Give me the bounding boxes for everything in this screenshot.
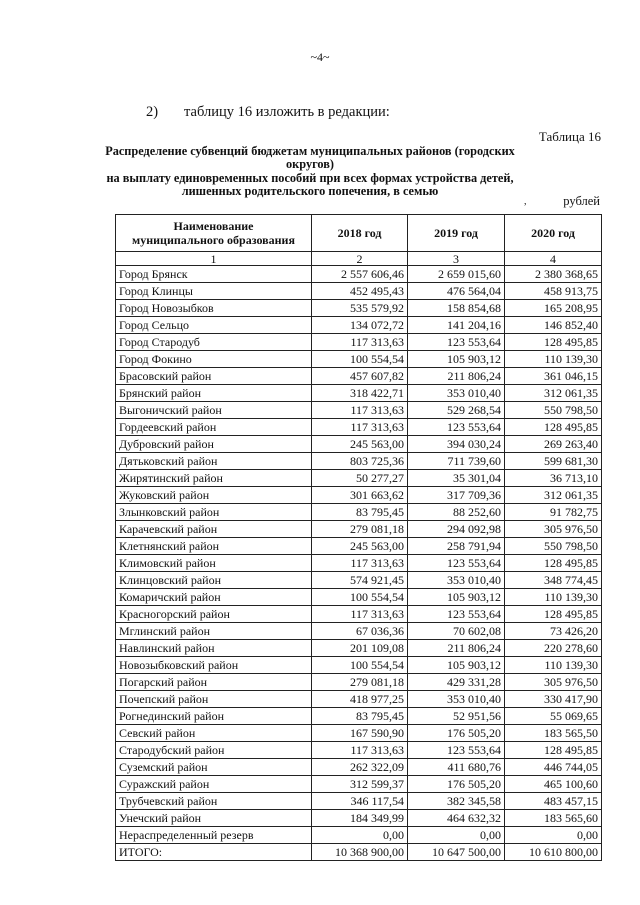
row-value-2018: 167 590,90 [312,725,408,742]
row-value-2019: 88 252,60 [408,504,505,521]
row-value-2020: 465 100,60 [505,776,602,793]
row-value-2019: 2 659 015,60 [408,266,505,283]
table-row [116,827,602,844]
row-name: Суражский район [116,776,312,793]
row-value-2018: 100 554,54 [312,351,408,368]
row-value-2019: 123 553,64 [408,334,505,351]
row-value-2019: 353 010,40 [408,572,505,589]
table-row [116,317,602,334]
row-value-2019: 10 647 500,00 [408,844,505,861]
table-row [116,606,602,623]
row-value-2020: 220 278,60 [505,640,602,657]
row-value-2020: 110 139,30 [505,657,602,674]
row-value-2018: 100 554,54 [312,657,408,674]
row-value-2020: 128 495,85 [505,419,602,436]
row-value-2020: 146 852,40 [505,317,602,334]
row-value-2020: 550 798,50 [505,538,602,555]
row-value-2018: 301 663,62 [312,487,408,504]
table-row [116,300,602,317]
header-name [116,215,312,252]
table-row [116,793,602,810]
row-value-2020: 128 495,85 [505,334,602,351]
row-value-2020: 312 061,35 [505,385,602,402]
row-value-2018: 117 313,63 [312,555,408,572]
row-value-2020: 446 744,05 [505,759,602,776]
row-value-2019: 211 806,24 [408,368,505,385]
row-name: Город Фокино [116,351,312,368]
row-name: Город Сельцо [116,317,312,334]
table-row [116,623,602,640]
row-value-2018: 452 495,43 [312,283,408,300]
header-2018: 2018 год [312,215,408,252]
row-value-2018: 346 117,54 [312,793,408,810]
table-row [116,266,602,283]
row-value-2020: 128 495,85 [505,606,602,623]
row-value-2018: 803 725,36 [312,453,408,470]
table-row [116,691,602,708]
row-value-2020: 110 139,30 [505,351,602,368]
row-value-2020: 128 495,85 [505,742,602,759]
table-row [116,589,602,606]
row-value-2020: 0,00 [505,827,602,844]
intro-paragraph [146,104,390,121]
unit-label: рублей [563,194,600,208]
row-name: Климовский район [116,555,312,572]
table-row [116,742,602,759]
document-title [100,145,520,198]
row-name: Брасовский район [116,368,312,385]
row-value-2019: 464 632,32 [408,810,505,827]
row-name: Рогнединский район [116,708,312,725]
table-row [116,708,602,725]
row-name: Красногорский район [116,606,312,623]
row-value-2018: 184 349,99 [312,810,408,827]
row-value-2020: 483 457,15 [505,793,602,810]
row-value-2020: 330 417,90 [505,691,602,708]
row-value-2018: 318 422,71 [312,385,408,402]
table-row [116,351,602,368]
row-value-2018: 2 557 606,46 [312,266,408,283]
row-name: Город Брянск [116,266,312,283]
row-value-2019: 176 505,20 [408,725,505,742]
header-2020: 2020 год [505,215,602,252]
row-value-2018: 262 322,09 [312,759,408,776]
row-value-2018: 67 036,36 [312,623,408,640]
row-value-2018: 100 554,54 [312,589,408,606]
row-name: Почепский район [116,691,312,708]
row-name: Навлинский район [116,640,312,657]
row-value-2020: 305 976,50 [505,674,602,691]
table-row [116,504,602,521]
row-value-2019: 258 791,94 [408,538,505,555]
row-value-2019: 476 564,04 [408,283,505,300]
table-row [116,538,602,555]
row-name: Жуковский район [116,487,312,504]
table-row [116,810,602,827]
row-value-2020: 55 069,65 [505,708,602,725]
table-header-row [116,215,602,252]
row-name: Клетнянский район [116,538,312,555]
row-value-2019: 529 268,54 [408,402,505,419]
row-value-2018: 279 081,18 [312,674,408,691]
table-row [116,419,602,436]
table-row [116,283,602,300]
row-value-2018: 201 109,08 [312,640,408,657]
row-name: Город Клинцы [116,283,312,300]
table-label: Таблица 16 [538,129,601,144]
row-value-2018: 134 072,72 [312,317,408,334]
row-name: Карачевский район [116,521,312,538]
row-value-2018: 83 795,45 [312,504,408,521]
row-name: Выгоничский район [116,402,312,419]
row-value-2018: 574 921,45 [312,572,408,589]
table-row [116,521,602,538]
row-value-2020: 36 713,10 [505,470,602,487]
row-value-2019: 411 680,76 [408,759,505,776]
row-value-2018: 117 313,63 [312,419,408,436]
row-value-2019: 35 301,04 [408,470,505,487]
row-value-2019: 105 903,12 [408,351,505,368]
row-value-2018: 50 277,27 [312,470,408,487]
column-index: 3 [408,252,505,266]
row-value-2018: 0,00 [312,827,408,844]
row-value-2018: 245 563,00 [312,538,408,555]
row-name: Трубчевский район [116,793,312,810]
table-row [116,487,602,504]
row-value-2020: 599 681,30 [505,453,602,470]
intro-number: 2) [146,104,159,120]
header-2019: 2019 год [408,215,505,252]
row-name: Злынковский район [116,504,312,521]
row-value-2020: 550 798,50 [505,402,602,419]
row-value-2019: 105 903,12 [408,589,505,606]
table-row [116,385,602,402]
row-name: Суземский район [116,759,312,776]
table-row [116,436,602,453]
table-row [116,759,602,776]
row-value-2019: 353 010,40 [408,691,505,708]
row-value-2019: 123 553,64 [408,742,505,759]
row-value-2020: 91 782,75 [505,504,602,521]
subvention-table [115,214,602,861]
table-row [116,368,602,385]
row-value-2019: 123 553,64 [408,419,505,436]
table-row [116,470,602,487]
row-name: Стародубский район [116,742,312,759]
row-value-2019: 105 903,12 [408,657,505,674]
row-value-2019: 382 345,58 [408,793,505,810]
row-value-2018: 535 579,92 [312,300,408,317]
row-value-2018: 279 081,18 [312,521,408,538]
row-name: Дубровский район [116,436,312,453]
row-value-2019: 294 092,98 [408,521,505,538]
row-value-2020: 2 380 368,65 [505,266,602,283]
row-value-2019: 52 951,56 [408,708,505,725]
row-value-2019: 70 602,08 [408,623,505,640]
row-value-2020: 183 565,60 [505,810,602,827]
row-value-2018: 117 313,63 [312,334,408,351]
row-value-2018: 83 795,45 [312,708,408,725]
row-name: Мглинский район [116,623,312,640]
row-value-2018: 117 313,63 [312,402,408,419]
column-index: 1 [116,252,312,266]
row-value-2020: 110 139,30 [505,589,602,606]
row-value-2019: 394 030,24 [408,436,505,453]
table-row [116,572,602,589]
header-name-line: Наименование [173,219,254,233]
row-value-2018: 245 563,00 [312,436,408,453]
row-value-2020: 458 913,75 [505,283,602,300]
row-name: Нераспределенный резерв [116,827,312,844]
row-value-2019: 429 331,28 [408,674,505,691]
row-value-2018: 457 607,82 [312,368,408,385]
row-name: Унечский район [116,810,312,827]
row-name: Севский район [116,725,312,742]
tick-mark: , [524,196,527,207]
row-value-2019: 0,00 [408,827,505,844]
row-value-2020: 183 565,50 [505,725,602,742]
table-body [116,266,602,861]
row-value-2019: 176 505,20 [408,776,505,793]
row-name: Гордеевский район [116,419,312,436]
row-value-2020: 165 208,95 [505,300,602,317]
row-value-2020: 312 061,35 [505,487,602,504]
row-value-2019: 353 010,40 [408,385,505,402]
row-value-2020: 305 976,50 [505,521,602,538]
table-row [116,844,602,861]
row-value-2020: 348 774,45 [505,572,602,589]
row-value-2020: 73 426,20 [505,623,602,640]
row-name: Погарский район [116,674,312,691]
table-row [116,674,602,691]
row-name: Жирятинский район [116,470,312,487]
row-value-2020: 128 495,85 [505,555,602,572]
row-name: Комаричский район [116,589,312,606]
row-name: Дятьковский район [116,453,312,470]
row-value-2019: 711 739,60 [408,453,505,470]
column-index-row [116,252,602,266]
row-value-2019: 123 553,64 [408,606,505,623]
row-value-2019: 158 854,68 [408,300,505,317]
row-value-2018: 117 313,63 [312,606,408,623]
row-name: Город Стародуб [116,334,312,351]
intro-text: таблицу 16 изложить в редакции: [184,104,390,120]
row-value-2019: 141 204,16 [408,317,505,334]
row-name: Новозыбковский район [116,657,312,674]
table-row [116,402,602,419]
row-value-2020: 361 046,15 [505,368,602,385]
row-name: ИТОГО: [116,844,312,861]
table-row [116,555,602,572]
table-row [116,453,602,470]
table-row [116,640,602,657]
row-value-2018: 312 599,37 [312,776,408,793]
table-row [116,725,602,742]
row-value-2019: 317 709,36 [408,487,505,504]
row-value-2018: 117 313,63 [312,742,408,759]
title-line: на выплату единовременных пособий при всех формах устройства детей, [106,170,514,185]
row-value-2020: 269 263,40 [505,436,602,453]
header-name-line: муниципального образования [132,233,295,247]
row-value-2018: 10 368 900,00 [312,844,408,861]
title-line: Распределение субвенций бюджетам муниципальных районов (городских округов) [105,144,515,172]
column-index: 2 [312,252,408,266]
table-row [116,334,602,351]
row-name: Брянский район [116,385,312,402]
row-value-2020: 10 610 800,00 [505,844,602,861]
row-name: Клинцовский район [116,572,312,589]
row-name: Город Новозыбков [116,300,312,317]
page-number: ~4~ [310,50,330,64]
title-line: лишенных родительского попечения, в семью [181,183,439,198]
row-value-2019: 211 806,24 [408,640,505,657]
row-value-2018: 418 977,25 [312,691,408,708]
column-index: 4 [505,252,602,266]
row-value-2019: 123 553,64 [408,555,505,572]
table-row [116,657,602,674]
table-row [116,776,602,793]
